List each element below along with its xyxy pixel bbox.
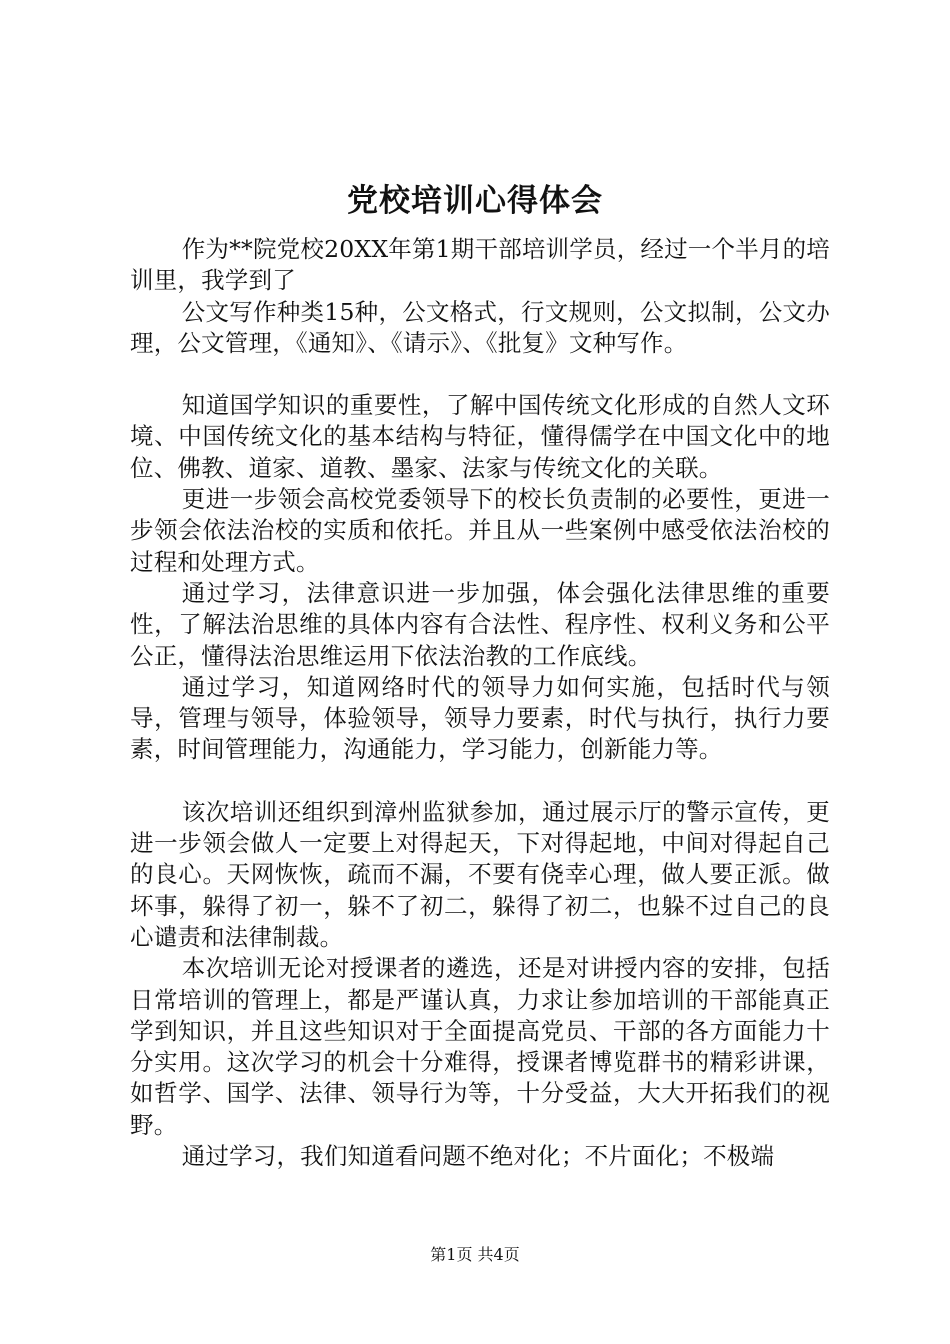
document-title: 党校培训心得体会 [347, 183, 603, 219]
paragraph: 本次培训无论对授课者的遴选，还是对讲授内容的安排，包括日常培训的管理上，都是严谨认真，力求让参加培训的干部能真正学到知识，并且这些知识对于全面提高党员、干部的各方面能力十分实用。这次学习的机会十分难得，授课者博览群书的精彩讲课，如哲学、国学、法律、领导行为等，十分受益，大大开拓我们的视野。 [130, 954, 830, 1139]
paragraph: 更进一步领会高校党委领导下的校长负责制的必要性，更进一步领会依法治校的实质和依托。并且从一些案例中感受依法治校的过程和处理方式。 [130, 485, 830, 576]
paragraph: 该次培训还组织到漳州监狱参加，通过展示厅的警示宣传，更进一步领会做人一定要上对得起天，下对得起地，中间对得起自己的良心。天网恢恢，疏而不漏，不要有侥幸心理，做人要正派。做坏事，躲得了初一，躲不了初二，躲得了初二，也躲不过自己的良心谴责和法律制裁。 [130, 797, 830, 951]
paragraph: 知道国学知识的重要性，了解中国传统文化形成的自然人文环境、中国传统文化的基本结构与特征，懂得儒学在中国文化中的地位、佛教、道家、道教、墨家、法家与传统文化的关联。 [130, 391, 830, 482]
paragraph: 作为**院党校20XX年第1期干部培训学员，经过一个半月的培训里，我学到了 [130, 235, 831, 295]
paragraph: 通过学习，知道网络时代的领导力如何实施，包括时代与领导，管理与领导，体验领导，领导力要素，时代与执行，执行力要素，时间管理能力，沟通能力，学习能力，创新能力等。 [130, 672, 830, 764]
page-number-footer: 第1页 共4页 [430, 1245, 520, 1264]
paragraph: 通过学习，我们知道看问题不绝对化；不片面化；不极端 [181, 1142, 775, 1171]
paragraph: 公文写作种类15种，公文格式，行文规则，公文拟制，公文办理，公文管理，《通知》、《请示》、《批复》文种写作。 [130, 297, 830, 357]
paragraph: 通过学习，法律意识进一步加强，体会强化法律思维的重要性，了解法治思维的具体内容有合法性、程序性、权利义务和公平公正，懂得法治思维运用下依法治教的工作底线。 [130, 578, 830, 670]
document-body [130, 234, 830, 1172]
